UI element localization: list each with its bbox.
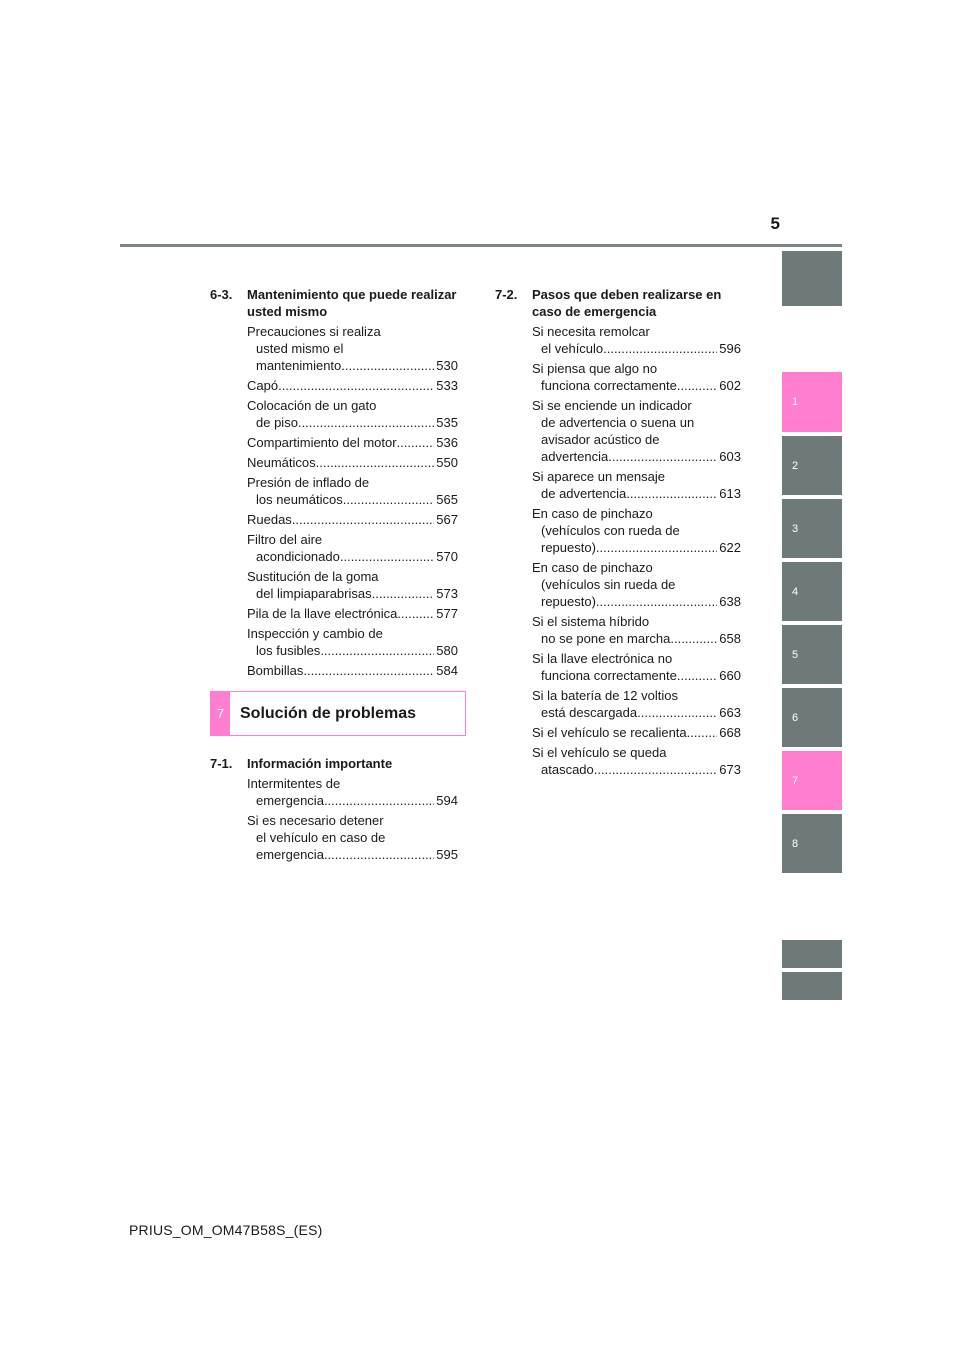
toc-leader-dots (292, 511, 434, 528)
toc-entry[interactable] (532, 744, 741, 778)
toc-entry-text: del limpiaparabrisas (256, 586, 372, 601)
toc-entry-text: Neumáticos (247, 455, 316, 470)
toc-column-left (210, 286, 458, 682)
toc-entry-text: repuesto) (541, 540, 596, 555)
toc-leader-dots (324, 792, 434, 809)
toc-entry-page: 638 (719, 594, 741, 609)
toc-entry[interactable] (247, 434, 458, 451)
toc-leader-dots (608, 448, 717, 465)
toc-entry[interactable] (247, 474, 458, 508)
toc-entry[interactable] (532, 397, 741, 465)
toc-leader-dots (298, 414, 434, 431)
toc-leader-dots (670, 630, 717, 647)
toc-entry-text: emergencia (256, 847, 324, 862)
toc-entry-text: usted mismo el (256, 341, 344, 356)
toc-entry-page: 602 (719, 378, 741, 393)
toc-entry[interactable] (247, 662, 458, 679)
toc-entry-text: de piso (256, 415, 298, 430)
toc-entry-text: acondicionado (256, 549, 340, 564)
toc-entry-text: (vehículos con rueda de (541, 523, 680, 538)
chapter-banner (210, 691, 466, 736)
header-rule (120, 244, 842, 247)
toc-leader-dots (303, 662, 434, 679)
toc-entry-text: no se pone en marcha (541, 631, 671, 646)
toc-entry[interactable] (532, 360, 741, 394)
toc-entry-text: Si piensa que algo no (532, 361, 658, 376)
toc-entry-page: 622 (719, 540, 741, 555)
toc-entry-page: 573 (436, 586, 458, 601)
toc-entry[interactable] (532, 505, 741, 556)
toc-entry-page: 535 (436, 415, 458, 430)
toc-leader-dots (316, 454, 435, 471)
toc-entry-page: 533 (436, 378, 458, 393)
toc-entry[interactable] (247, 531, 458, 565)
toc-entry[interactable] (247, 625, 458, 659)
toc-entry[interactable] (532, 724, 741, 741)
side-tab-blank-index-1[interactable] (782, 940, 842, 968)
toc-entry[interactable] (247, 454, 458, 471)
toc-entry-text: advertencia (541, 449, 609, 464)
toc-entry-text: Si necesita remolcar (532, 324, 650, 339)
toc-entry-page: 580 (436, 643, 458, 658)
toc-entry-text: Inspección y cambio de (247, 626, 383, 641)
toc-entry-text: los fusibles (256, 643, 321, 658)
toc-entry-text: está descargada (541, 705, 638, 720)
toc-leader-dots (677, 377, 717, 394)
toc-entry-text: de advertencia (541, 486, 627, 501)
section-heading-7-1 (210, 755, 458, 772)
toc-entry-text: emergencia (256, 793, 324, 808)
toc-list-7-2 (495, 323, 741, 778)
toc-entry-page: 577 (436, 606, 458, 621)
toc-entry-text: repuesto) (541, 594, 596, 609)
toc-entry-page: 603 (719, 449, 741, 464)
toc-entry[interactable] (247, 605, 458, 622)
toc-leader-dots (603, 340, 717, 357)
toc-entry-text: avisador acústico de (541, 432, 660, 447)
toc-leader-dots (341, 357, 434, 374)
side-tab-label: 6 (792, 711, 799, 724)
toc-entry-page: 567 (436, 512, 458, 527)
toc-leader-dots (637, 704, 717, 721)
toc-entry-page: 660 (719, 668, 741, 683)
toc-leader-dots (372, 585, 435, 602)
toc-entry-text: Si el sistema híbrido (532, 614, 650, 629)
toc-entry-text: Filtro del aire (247, 532, 323, 547)
toc-column-left-lower (210, 755, 458, 866)
toc-entry[interactable] (532, 468, 741, 502)
toc-entry-page: 595 (436, 847, 458, 862)
toc-entry[interactable] (532, 650, 741, 684)
side-tab-8[interactable] (782, 814, 842, 873)
side-tab-blank-top[interactable] (782, 251, 842, 306)
toc-leader-dots (596, 539, 717, 556)
toc-leader-dots (320, 642, 434, 659)
toc-entry-text: Si la llave electrónica no (532, 651, 673, 666)
side-tab-2[interactable] (782, 436, 842, 495)
toc-leader-dots (324, 846, 434, 863)
toc-entry-page: 663 (719, 705, 741, 720)
toc-entry-text: Si el vehículo se recalienta (532, 725, 687, 740)
side-tab-label: 3 (792, 522, 799, 535)
toc-entry-page: 594 (436, 793, 458, 808)
chapter-number: 7 (211, 692, 230, 735)
toc-entry-page: 570 (436, 549, 458, 564)
toc-entry[interactable] (247, 812, 458, 863)
section-number: 7-1. (210, 756, 233, 771)
toc-entry-text: los neumáticos (256, 492, 343, 507)
toc-entry-page: 584 (436, 663, 458, 678)
section-heading-7-2 (495, 286, 741, 320)
toc-leader-dots (687, 724, 718, 741)
toc-entry[interactable] (532, 687, 741, 721)
toc-entry-page: 673 (719, 762, 741, 777)
toc-column-right (495, 286, 741, 781)
toc-entry-text: Si el vehículo se queda (532, 745, 667, 760)
side-tab-4[interactable] (782, 562, 842, 621)
toc-entry-page: 536 (436, 435, 458, 450)
chapter-title: Solución de problemas (240, 704, 417, 722)
toc-entry-text: Si aparece un mensaje (532, 469, 665, 484)
toc-entry-page: 530 (436, 358, 458, 373)
toc-entry-text: En caso de pinchazo (532, 506, 653, 521)
toc-entry-text: Colocación de un gato (247, 398, 377, 413)
toc-entry-text: Capó (247, 378, 279, 393)
side-tab-label: 8 (792, 837, 799, 850)
toc-entry-text: Ruedas (247, 512, 292, 527)
toc-entry[interactable] (247, 568, 458, 602)
toc-entry[interactable] (247, 775, 458, 809)
toc-leader-dots (626, 485, 717, 502)
toc-entry[interactable] (247, 323, 458, 374)
section-number: 7-2. (495, 287, 518, 302)
toc-entry[interactable] (532, 323, 741, 357)
section-title: Pasos que deben realizarse en caso de emergencia (532, 287, 722, 319)
toc-entry-text: funciona correctamente (541, 378, 677, 393)
section-heading-6-3 (210, 286, 458, 320)
section-title: Mantenimiento que puede realizar usted mismo (247, 287, 457, 319)
side-tab-label: 1 (792, 396, 799, 408)
toc-entry-text: Precauciones si realiza (247, 324, 381, 339)
toc-entry-text: (vehículos sin rueda de (541, 577, 676, 592)
toc-entry[interactable] (532, 559, 741, 610)
toc-entry-text: el vehículo en caso de (256, 830, 386, 845)
toc-entry-text: Si la batería de 12 voltios (532, 688, 678, 703)
toc-entry-text: de advertencia o suena un (541, 415, 695, 430)
toc-leader-dots (343, 491, 435, 508)
toc-entry-text: mantenimiento (256, 358, 342, 373)
side-tab-6[interactable] (782, 688, 842, 747)
toc-entry[interactable] (247, 397, 458, 431)
side-tab-1[interactable] (782, 372, 842, 432)
section-number: 6-3. (210, 287, 233, 302)
side-tab-label: 7 (792, 774, 799, 787)
toc-entry[interactable] (532, 613, 741, 647)
toc-entry-text: Intermitentes de (247, 776, 341, 791)
toc-entry-page: 565 (436, 492, 458, 507)
toc-entry-text: Presión de inflado de (247, 475, 370, 490)
toc-leader-dots (596, 593, 717, 610)
toc-entry-text: el vehículo (541, 341, 604, 356)
toc-leader-dots (278, 377, 434, 394)
toc-entry-text: Compartimiento del motor (247, 435, 397, 450)
side-tab-5[interactable] (782, 625, 842, 684)
toc-entry-text: Bombillas (247, 663, 304, 678)
toc-leader-dots (397, 434, 435, 451)
side-tab-label: 2 (792, 459, 799, 472)
side-tab-3[interactable] (782, 499, 842, 558)
footer-doc-code: PRIUS_OM_OM47B58S_(ES) (129, 1222, 323, 1238)
side-tab-label: 4 (792, 585, 799, 598)
toc-entry-text: atascado (541, 762, 594, 777)
page-number: 5 (770, 214, 780, 233)
toc-list-6-3 (210, 323, 458, 679)
side-tab-blank-index-2[interactable] (782, 972, 842, 1000)
toc-entry-page: 658 (719, 631, 741, 646)
section-title: Información importante (247, 756, 393, 771)
toc-entry-text: funciona correctamente (541, 668, 677, 683)
toc-leader-dots (340, 548, 434, 565)
toc-leader-dots (397, 605, 434, 622)
toc-entry-page: 550 (436, 455, 458, 470)
toc-entry-text: Si es necesario detener (247, 813, 384, 828)
toc-entry[interactable] (247, 511, 458, 528)
toc-leader-dots (677, 667, 717, 684)
toc-entry-page: 596 (719, 341, 741, 356)
toc-entry-page: 668 (719, 725, 741, 740)
side-tab-7[interactable] (782, 751, 842, 810)
toc-entry-text: Pila de la llave electrónica (247, 606, 398, 621)
toc-entry[interactable] (247, 377, 458, 394)
toc-entry-text: Si se enciende un indicador (532, 398, 692, 413)
toc-entry-text: Sustitución de la goma (247, 569, 379, 584)
toc-entry-page: 613 (719, 486, 741, 501)
toc-list-7-1 (210, 775, 458, 863)
toc-entry-text: En caso de pinchazo (532, 560, 653, 575)
side-tab-label: 5 (792, 648, 799, 661)
toc-leader-dots (594, 761, 718, 778)
